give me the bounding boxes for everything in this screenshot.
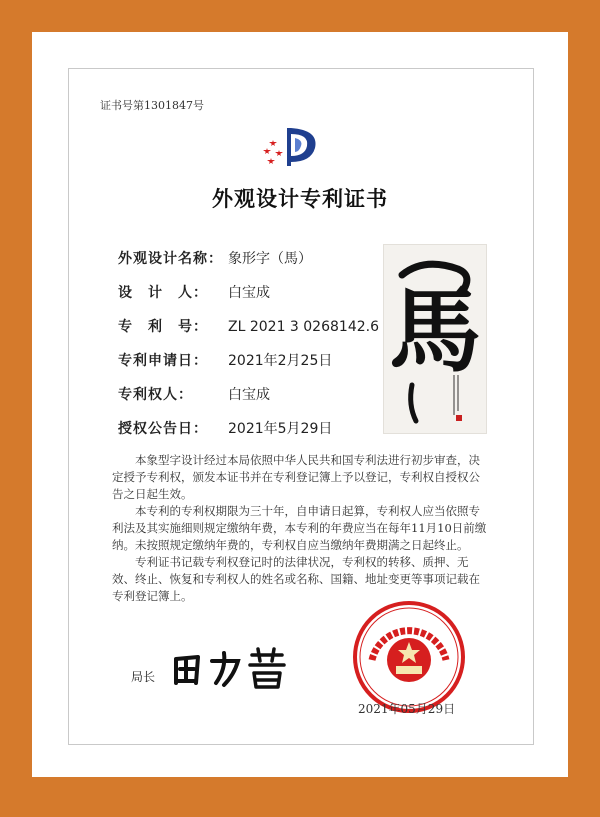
field-value: 白宝成 <box>228 387 270 403</box>
field-patentee <box>118 386 388 420</box>
field-value: ZL 2021 3 0268142.6 <box>228 319 379 335</box>
field-value: 2021年5月29日 <box>228 421 333 437</box>
field-label: 专 利 号： <box>118 319 208 335</box>
calligraphy-artwork-image <box>383 244 487 434</box>
field-value: 象形字（馬） <box>228 251 312 267</box>
field-label: 外观设计名称： <box>118 251 223 267</box>
field-application-date <box>118 352 388 386</box>
field-value: 白宝成 <box>228 285 270 301</box>
field-label: 专利权人： <box>118 387 193 403</box>
director-label: 局长 <box>131 670 156 684</box>
certificate-fields <box>118 250 388 454</box>
paragraph: 本象型字设计经过本局依照中华人民共和国专利法进行初步审查，决定授予专利权，颁发本证书并在专利登记簿上予以登记，专利权自授权公告之日起生效。 <box>112 453 480 501</box>
artwork-character: 馬 <box>388 277 482 385</box>
field-label: 授权公告日： <box>118 421 208 437</box>
field-label: 设 计 人： <box>118 285 208 301</box>
field-designer <box>118 284 388 318</box>
field-value: 2021年2月25日 <box>228 353 333 369</box>
field-announcement-date <box>118 420 388 454</box>
patent-office-logo-icon <box>257 122 327 170</box>
certificate-number: 证书号第1301847号 <box>100 99 204 112</box>
field-label: 专利申请日： <box>118 353 208 369</box>
seal-date: 2021年05月29日 <box>358 702 456 716</box>
director-signature-image <box>168 645 298 690</box>
certificate-body <box>112 452 490 605</box>
official-seal-image <box>352 600 466 714</box>
field-patent-number <box>118 318 388 352</box>
page-title: 外观设计专利证书 <box>212 187 388 211</box>
paragraph: 本专利的专利权期限为三十年，自申请日起算，专利权人应当依照专利法及其实施细则规定缴纳年费，本专利的年费应当在每年11月10日前缴纳。未按照规定缴纳年费的，专利权自应当缴纳年费期满之日起终止。 <box>112 504 487 552</box>
paragraph: 专利证书记载专利权登记时的法律状况，专利权的转移、质押、无效、终止、恢复和专利权人的姓名或名称、国籍、地址变更等事项记载在专利登记簿上。 <box>112 555 480 603</box>
field-design-name <box>118 250 388 284</box>
